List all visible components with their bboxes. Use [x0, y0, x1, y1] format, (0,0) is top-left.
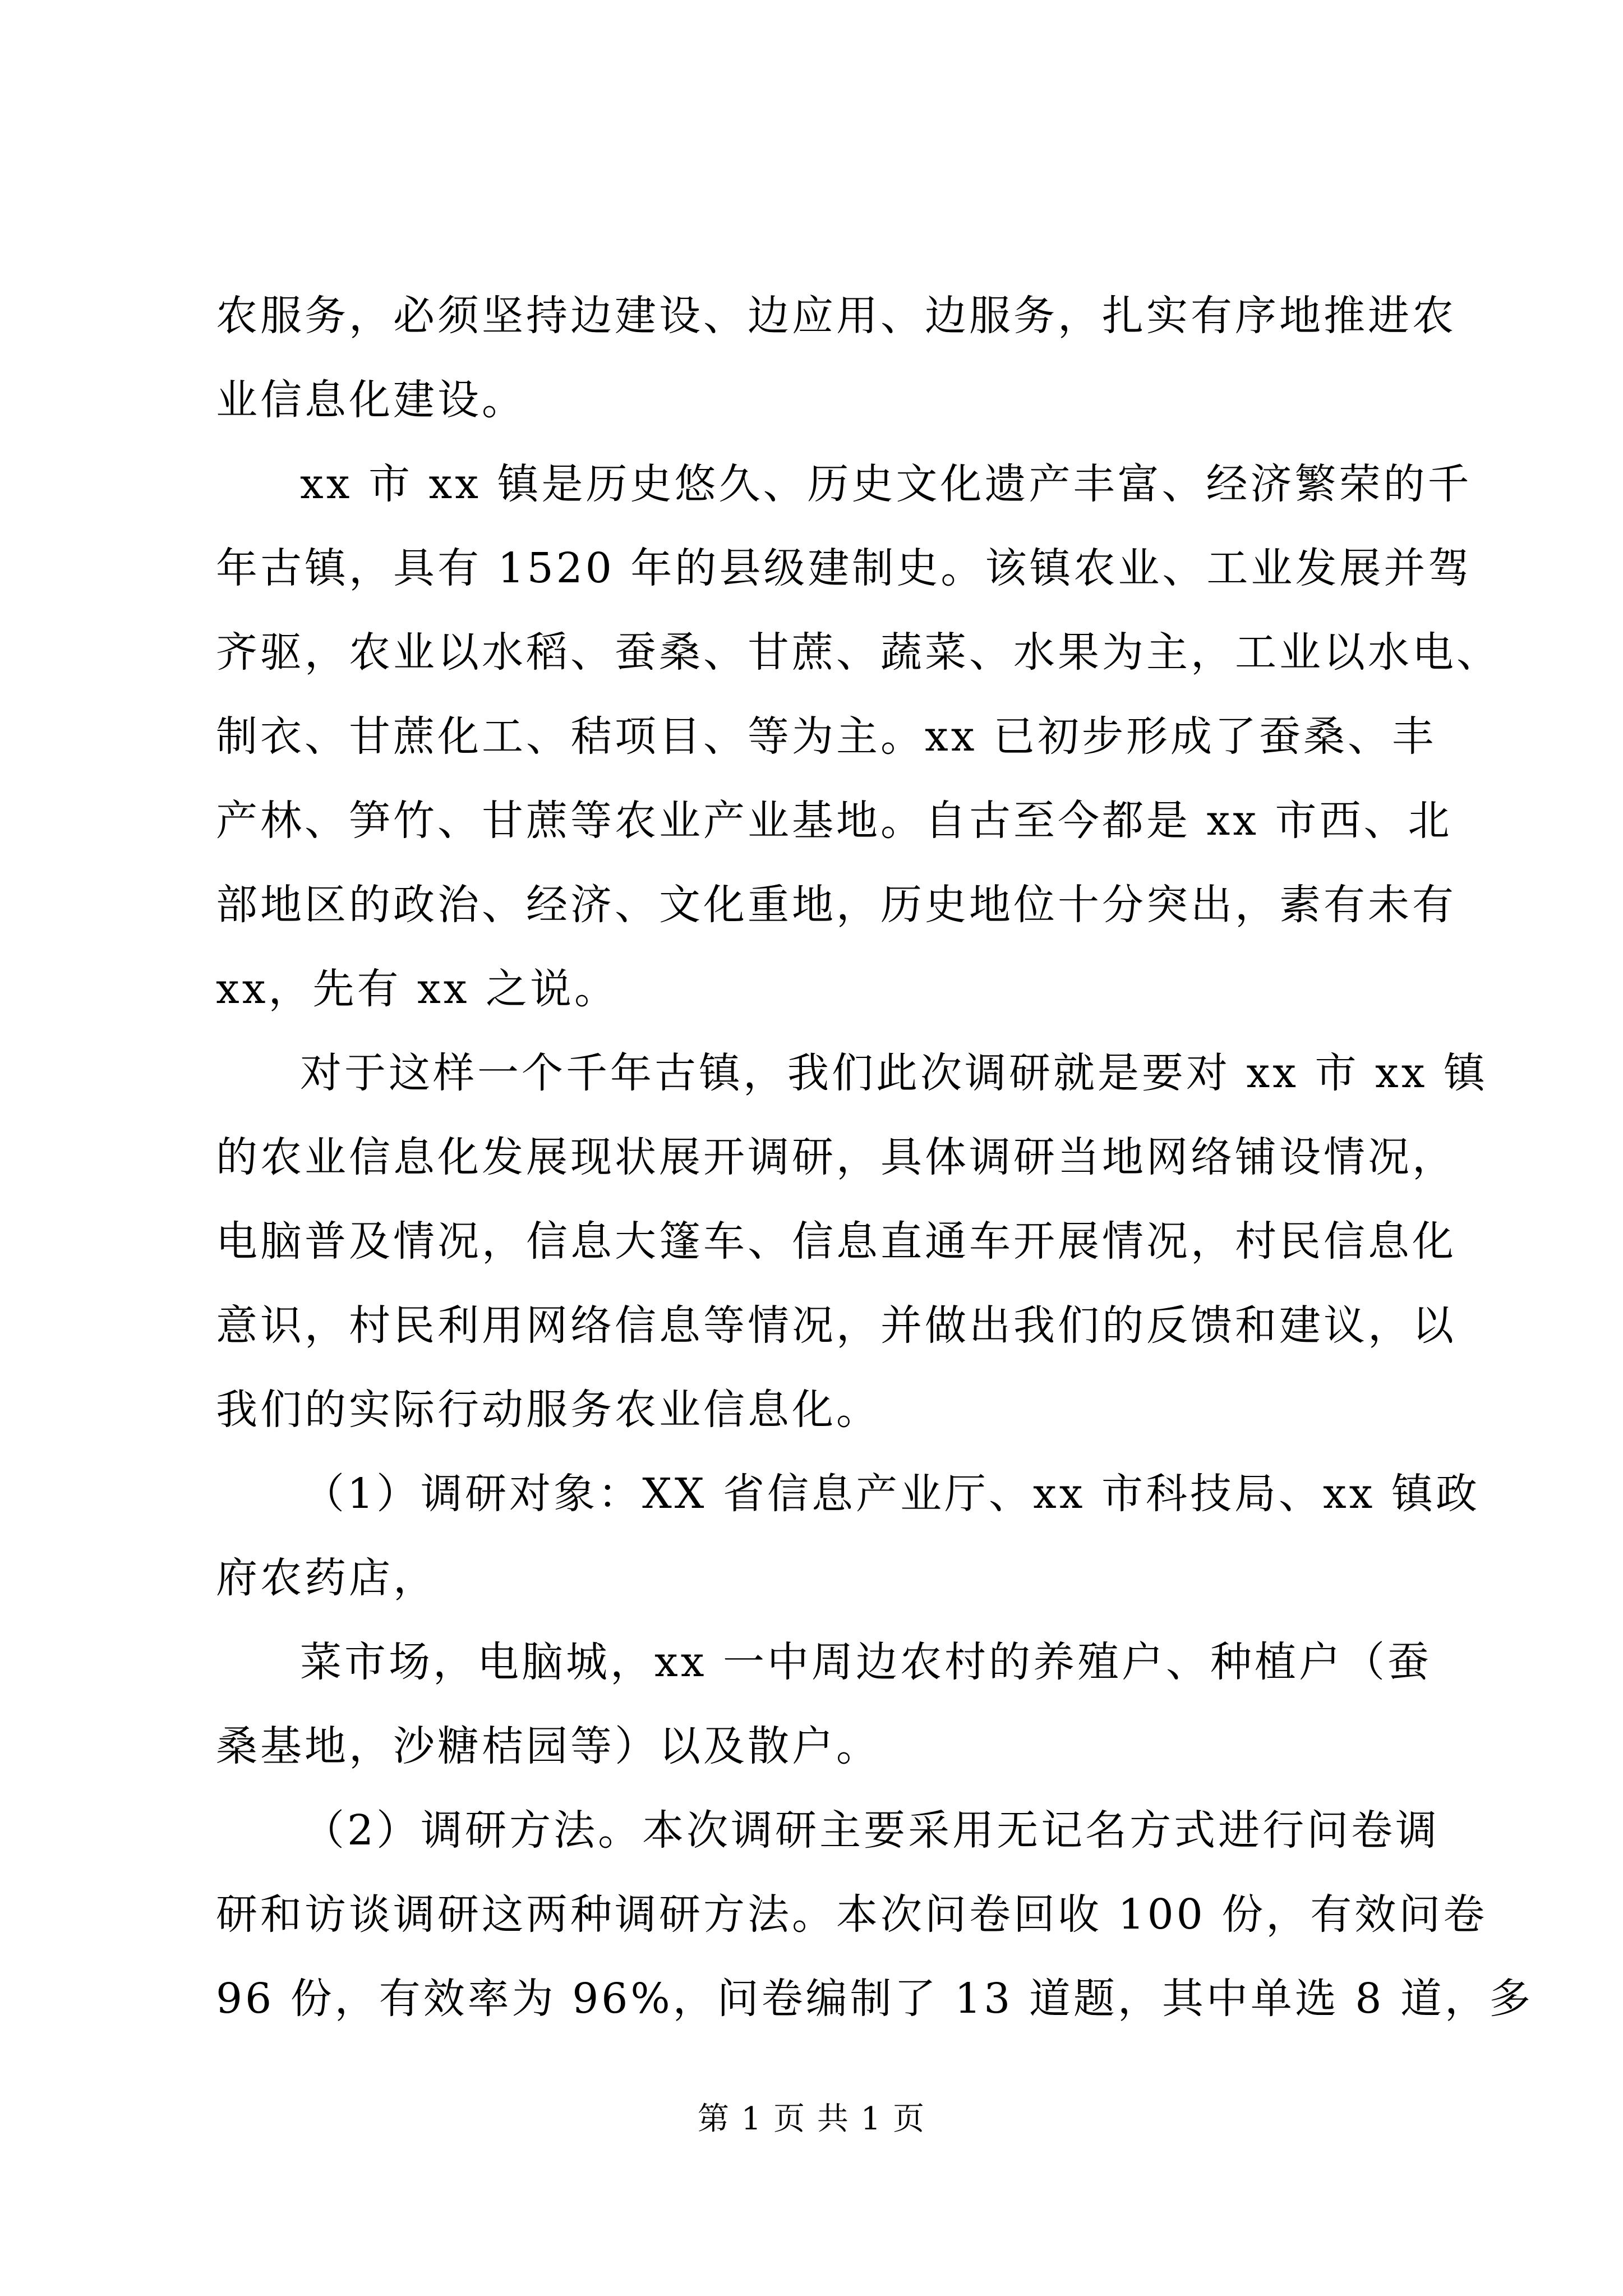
text-line: 年古镇，具有 1520 年的县级建制史。该镇农业、工业发展并驾 — [216, 544, 1473, 592]
text-line: 电脑普及情况，信息大篷车、信息直通车开展情况，村民信息化 — [216, 1217, 1456, 1266]
text-line: 农服务，必须坚持边建设、边应用、边服务，扎实有序地推进农 — [216, 292, 1456, 340]
text-line: 业信息化建设。 — [216, 376, 526, 424]
paragraph-start-line: （2）调研方法。本次调研主要采用无记名方式进行问卷调 — [303, 1806, 1440, 1855]
text-line: 研和访谈调研这两种调研方法。本次问卷回收 100 份，有效问卷 — [216, 1890, 1488, 1939]
paragraph-start-line: xx 市 xx 镇是历史悠久、历史文化遗产丰富、经济繁荣的千 — [300, 460, 1472, 508]
page-footer: 第 1 页 共 1 页 — [697, 2101, 926, 2137]
text-line: 产林、笋竹、甘蔗等农业产业基地。自古至今都是 xx 市西、北 — [216, 797, 1453, 845]
text-line: 齐驱，农业以水稻、蚕桑、甘蔗、蔬菜、水果为主，工业以水电、 — [216, 628, 1501, 677]
text-line: 我们的实际行动服务农业信息化。 — [216, 1386, 880, 1434]
text-line: 桑基地，沙糖桔园等）以及散户。 — [216, 1722, 880, 1770]
paragraph-start-line: 对于这样一个千年古镇，我们此次调研就是要对 xx 市 xx 镇 — [300, 1049, 1488, 1097]
text-line: 的农业信息化发展现状展开调研，具体调研当地网络铺设情况， — [216, 1133, 1456, 1181]
paragraph-start-line: （1）调研对象：XX 省信息产业厅、xx 市科技局、xx 镇政 — [303, 1470, 1480, 1518]
text-line: 府农药店， — [216, 1554, 437, 1602]
text-line: xx，先有 xx 之说。 — [216, 965, 619, 1013]
text-line: 部地区的政治、经济、文化重地，历史地位十分突出，素有未有 — [216, 881, 1456, 929]
document-body — [216, 274, 1534, 2041]
paragraph-start-line: 菜市场，电脑城，xx 一中周边农村的养殖户、种植户（蚕 — [300, 1638, 1432, 1686]
text-line: 制衣、甘蔗化工、秸项目、等为主。xx 已初步形成了蚕桑、丰 — [216, 712, 1436, 761]
text-line: 96 份，有效率为 96%，问卷编制了 13 道题，其中单选 8 道，多 — [216, 1975, 1534, 2023]
text-line: 意识，村民利用网络信息等情况，并做出我们的反馈和建议，以 — [216, 1301, 1456, 1350]
